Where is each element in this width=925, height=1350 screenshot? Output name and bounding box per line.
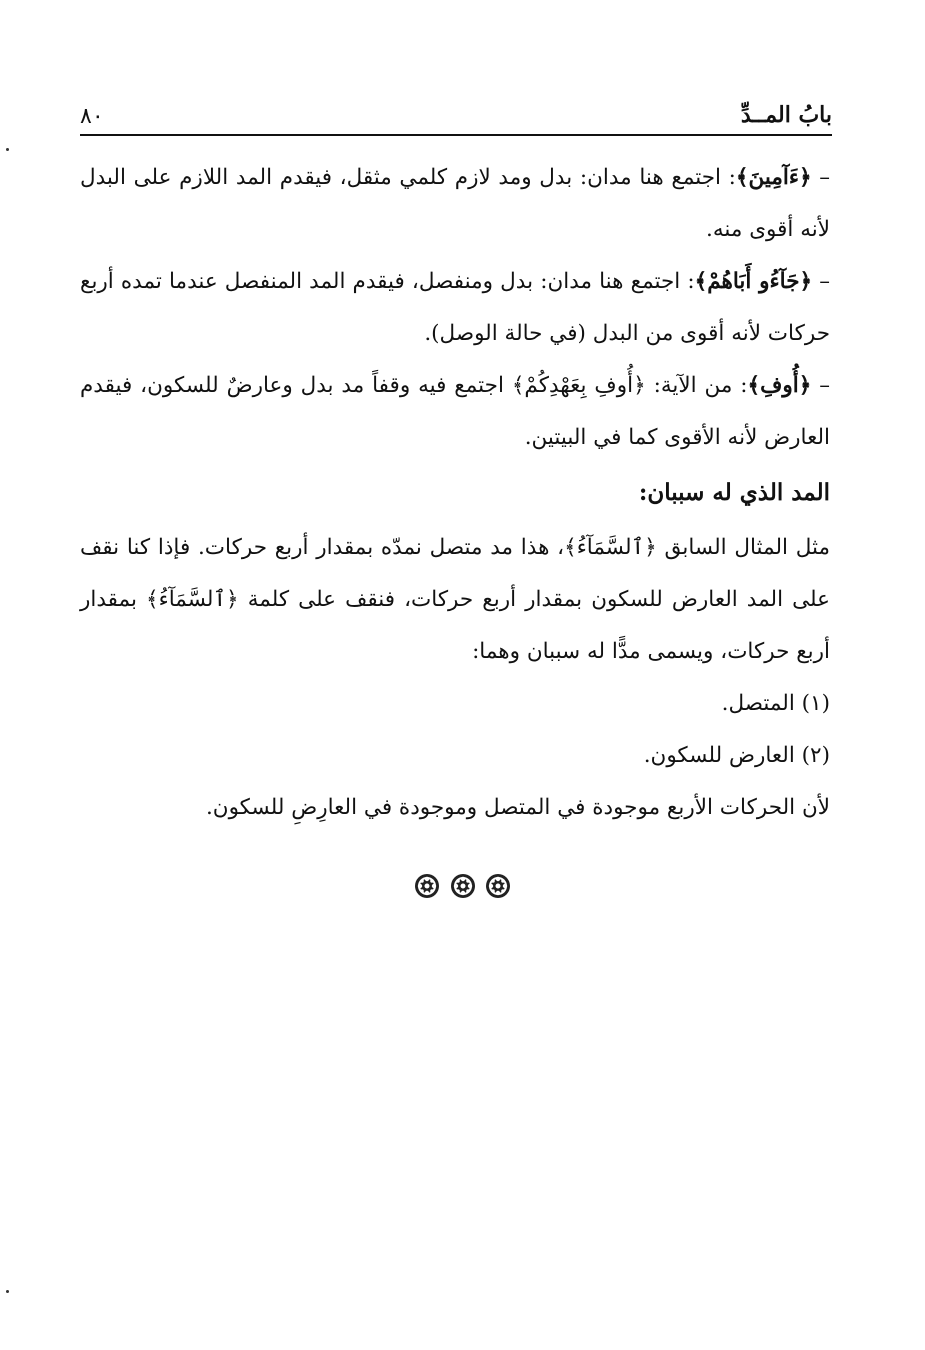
section-end-ornament [0, 872, 925, 904]
scan-mark [6, 1290, 9, 1293]
page-header [80, 100, 832, 136]
list-item: (١) المتصل. [721, 691, 830, 716]
paragraph-text: : اجتمع هنا مدان: بدل ومنفصل، فيقدم المد المنفصل عندما تمده أربع حركات لأنه أقوى من البدل (في حالة الوصل). [80, 269, 830, 346]
conclusion-text: لأن الحركات الأربع موجودة في المتصل وموجودة في العارِضِ للسكون. [205, 795, 830, 820]
quran-word: ﴿ٱلسَّمَآءُ﴾ [564, 535, 657, 560]
page-number: ٨٠ [80, 104, 104, 129]
paragraph-text: بمقدار أربع حركات، ويسمى مدًّا له سببان وهما: [80, 587, 830, 664]
paragraph-text: مثل المثال السابق [656, 535, 830, 560]
flower-ornament-icon [449, 872, 477, 900]
paragraph-aamin [80, 152, 830, 256]
quran-word: ﴿ٱلسَّمَآءُ﴾ [146, 587, 239, 612]
flower-ornament-icon [484, 872, 512, 900]
dash: – [812, 269, 830, 294]
dash: – [811, 373, 830, 398]
running-title: بابُ المــدِّ [740, 102, 832, 128]
paragraph-text: : من الآية: [645, 373, 748, 398]
body-text [80, 152, 830, 834]
quran-word: ﴿ءَآمِينَ﴾ [735, 165, 812, 190]
flower-ornament-icon [413, 872, 441, 900]
quran-word: ﴿جَآءُو أَبَاهُمْ﴾ [694, 269, 813, 294]
list-item: (٢) العارض للسكون. [643, 743, 830, 768]
scan-mark [6, 148, 9, 151]
quran-word: ﴿أُوفِ﴾ [747, 373, 812, 398]
section-heading: المد الذي له سببان: [638, 479, 830, 506]
paragraph-text: ، هذا مد متصل نمدّه بمقدار أربع حركات. فإذا كنا نقف على المد العارض للسكون بمقدار أربع حركات، فنقف على كلمة [80, 535, 831, 612]
dash: – [811, 165, 830, 190]
paragraph-text: اجتمع فيه وقفاً مد بدل وعارضٌ للسكون، فيقدم العارض لأنه الأقوى كما في البيتين. [80, 373, 830, 450]
paragraph-awfi [80, 360, 830, 464]
section-intro [80, 522, 830, 678]
quran-verse: ﴿أُوفِ بِعَهْدِكُمْ﴾ [511, 373, 646, 398]
paragraph-text: : اجتمع هنا مدان: بدل ومد لازم كلمي مثقل، فيقدم المد اللازم على البدل لأنه أقوى منه. [80, 165, 830, 242]
paragraph-jaau [80, 256, 830, 360]
